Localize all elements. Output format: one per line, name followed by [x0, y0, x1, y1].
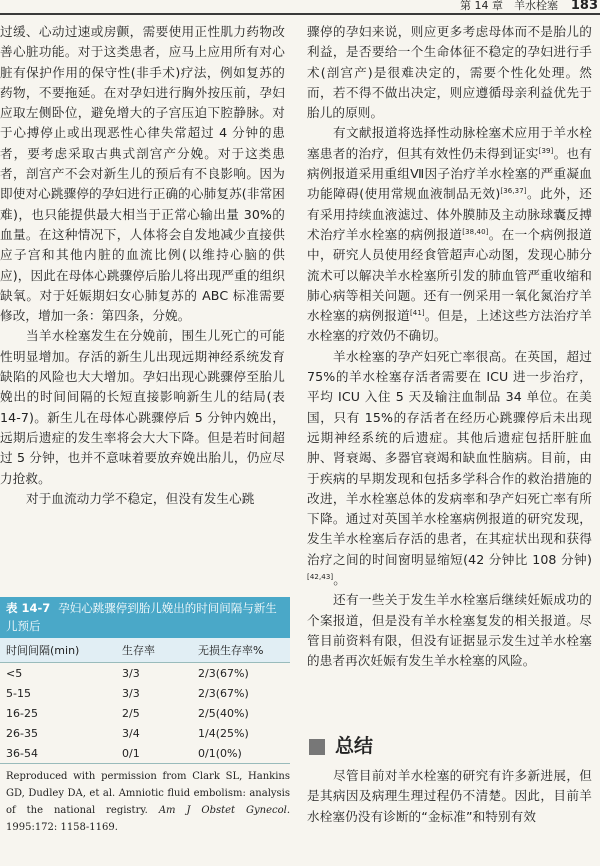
body-paragraph: 对于血流动力学不稳定，但没有发生心跳 — [26, 490, 255, 506]
paragraph-text: 有文献报道将选择性动脉栓塞术应用于羊水栓塞患者的治疗，但其有效性仍未得到证实 — [307, 125, 592, 161]
body-paragraph — [307, 347, 592, 591]
body-paragraph — [307, 123, 592, 346]
page-number: 183 — [570, 0, 598, 13]
table-cell: 16-25 — [6, 707, 38, 720]
body-paragraph: 过缓、心动过速或房颤，需要使用正性肌力药物改善心脏功能。对于这类患者，应马上应用所有对心脏有保护作用的保守性(非手术)疗法，例如复苏的药物，不要拖延。在对孕妇进行胸外按压前，孕妇应取左侧卧位，避免增大的子宫压迫下腔静脉。对于心搏停止或出现恶性心律失常超过 4 分钟的患者，要考虑采取古典式剖宫产分娩。对于这类患者，剖宫产不会对新生儿的预后有不良影响。因为即使对心跳骤停的孕妇进行正确的心肺复苏(非常困难)，也只能提供最大相当于正常心输出量 30%的血量。在这种情况下，人体将会自发地减少直接供应子宫和其他内脏的血流比例(以维持心脑的供应)，因此在母体心跳骤停后胎儿将出现严重的组织缺氧。对于妊娠期妇女心肺复苏的 ABC 标准需要修改，增加一条：第四条，分娩。 — [0, 24, 285, 324]
paragraph-tail: 。但是，上述这些方法治疗羊水栓塞的疗效仍不确切。 — [307, 308, 592, 344]
section-title: 总结 — [335, 735, 374, 757]
paragraph-text: 此外，还有采用持续血液滤过、体外膜肺及主动脉球囊反搏术治疗羊水栓塞的病例报道 — [307, 186, 592, 242]
paragraph-tail: 。 — [333, 572, 346, 588]
table-row — [0, 703, 290, 723]
table-cell: 2/5(40%) — [198, 707, 249, 720]
table-title: 孕妇心跳骤停到胎儿娩出的时间间隔与新生儿预后 — [6, 601, 277, 633]
table-row — [0, 723, 290, 743]
table-reference — [0, 764, 290, 836]
right-column — [307, 22, 592, 672]
chapter-title: 第 14 章 羊水栓塞 — [460, 0, 558, 12]
citation: [42,43] — [307, 572, 334, 581]
table-cell: 2/3(67%) — [198, 667, 249, 680]
section-heading — [309, 733, 594, 761]
paragraph-text: 还有一些关于发生羊水栓塞后继续妊娠成功的个案报道，但是没有羊水栓塞复发的相关报道。尽管目前资料有限，但没有证据显示发生过羊水栓塞的患者再次妊娠有发生羊水栓塞的风险。 — [307, 592, 592, 669]
table-cell: 2/5 — [122, 707, 140, 720]
citation: [36,37] — [500, 187, 527, 196]
citation: [38,40] — [462, 227, 489, 236]
table-caption — [0, 597, 290, 638]
paragraph-tail: 。 — [553, 145, 567, 161]
table-cell: 36-54 — [0, 743, 116, 764]
paragraph-text: 骤停的孕妇来说，则应更多考虑母体而不是胎儿的利益，是否要给一个生命体征不稳定的孕妇进行手术(剖宫产)是很难决定的，需要个性化处理。然而，若不得不做出决定，则应遵循母亲利益优先于胎儿的原则。 — [307, 24, 592, 121]
page-header — [0, 0, 600, 16]
square-bullet-icon — [309, 739, 325, 755]
body-paragraph: 当羊水栓塞发生在分娩前，围生儿死亡的可能性明显增加。存活的新生儿出现远期神经系统发育缺陷的风险也大大增加。孕妇出现心跳骤停至胎儿娩出的时间间隔的长短直接影响新生儿的结局(表 14-7)。新生儿在母体心跳骤停后 5 分钟内娩出，远期后遗症的发生率将会大大下降。但是若时间超过 5 分钟，也并不意味着要放弃娩出胎儿，仍应尽力抢救。 — [0, 328, 285, 486]
column-header: 时间间隔(min) — [0, 638, 116, 663]
paragraph-text: 羊水栓塞的孕产妇死亡率很高。在英国，超过 75%的羊水栓塞存活者需要在 ICU 进一步治疗，平均 ICU 入住 5 天及输注血制品 34 单位。在美国，只有 15%的存活者在经历心跳骤停后未出现远期神经系统的后遗症。其他后遗症包括肝脏血肿、肾衰竭、多器官衰竭和缺血性脑病。目前，由于疾病的早期发现和包括多学科合作的救治措施的改进，羊水栓塞总体的发病率和孕产妇死亡率有所下降。通过对英国羊水栓塞病例报道的研究发现，发生羊水栓塞后存活的患者，在其症状出现和获得治疗之间的时间窗明显缩短(42 分钟比 108 分钟) — [307, 348, 592, 567]
summary-paragraph: 尽管目前对羊水栓塞的研究有许多新进展，但是其病因及病理生理过程仍不清楚。因此，目前羊水栓塞仍没有诊断的“金标准”和特别有效 — [307, 768, 592, 824]
table-cell: 5-15 — [6, 687, 31, 700]
table-row — [0, 663, 290, 684]
paragraph-tail: 。 — [526, 186, 541, 202]
paragraph-text: 在一个病例报道中，研究人员使用经食管超声心动图，发现心肺分流术可以解决羊水栓塞所引发的肺血管严重收缩和肺心病等相关问题。还有一例采用一氧化氮治疗羊水栓塞的病例报道 — [307, 226, 593, 324]
table-row — [0, 683, 290, 703]
left-column — [0, 22, 285, 509]
table-cell: 3/3 — [122, 667, 140, 680]
table-cell: 1/4(25%) — [198, 727, 249, 740]
header-rule — [0, 13, 600, 15]
citation: [39] — [538, 146, 554, 155]
table-cell: 3/4 — [122, 727, 140, 740]
table-cell: 26-35 — [6, 727, 38, 740]
summary-column — [307, 766, 592, 827]
table-row — [0, 743, 290, 764]
citation: [41] — [409, 308, 425, 317]
table-cell: 2/3(67%) — [198, 687, 249, 700]
table-number: 表 14-7 — [6, 601, 51, 615]
table-cell: 0/1(0%) — [192, 743, 290, 764]
column-header: 生存率 — [116, 638, 192, 663]
data-table — [0, 638, 290, 764]
reference-journal: Am J Obstet Gynecol. — [158, 805, 290, 816]
table-cell: <5 — [6, 667, 23, 680]
table-cell: 0/1 — [116, 743, 192, 764]
table-cell: 3/3 — [122, 687, 140, 700]
body-paragraph — [307, 22, 592, 123]
reference-tail: 1995:172: 1158-1169. — [6, 822, 118, 833]
paragraph-text: 也有病例报道采用重组Ⅶ因子治疗羊水栓塞的严重凝血功能障碍(使用常规血液制品无效) — [307, 145, 592, 202]
table-14-7 — [0, 597, 290, 836]
paragraph-tail: 。 — [488, 226, 502, 242]
table-header-row — [0, 638, 290, 663]
body-paragraph — [307, 590, 592, 671]
column-header: 无损生存率% — [192, 638, 290, 663]
reference-text: Reproduced with permission from Clark SL, Hankins GD, Dudley DA, et al. Amniotic fluid embolism: analysis of the national registry. — [6, 771, 290, 816]
